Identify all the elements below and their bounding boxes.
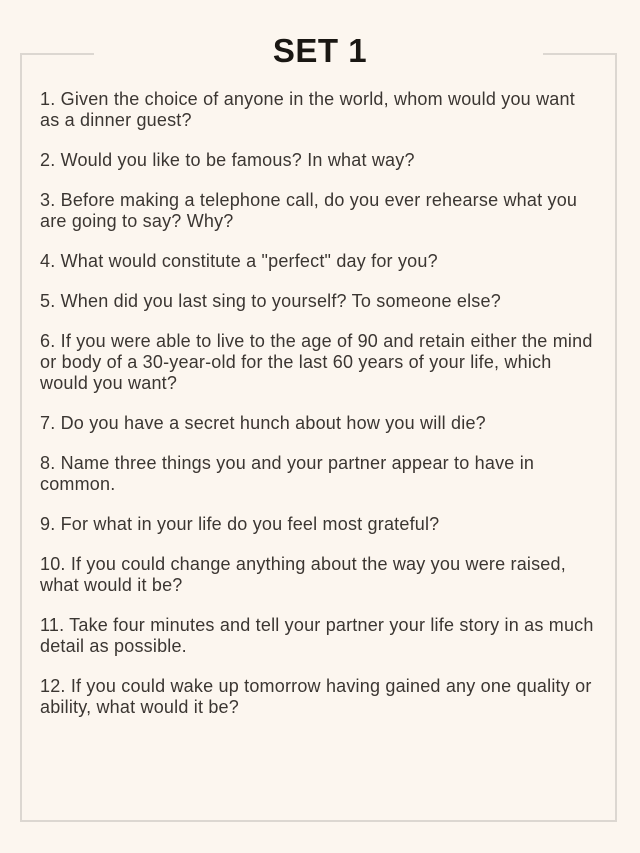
- question-list: [22, 53, 615, 820]
- question-item: 4. What would constitute a "perfect" day for you?: [40, 251, 438, 271]
- decorative-frame: [20, 53, 617, 822]
- question-item: 10. If you could change anything about the way you were raised, what would it be?: [40, 554, 566, 595]
- question-item: 9. For what in your life do you feel most grateful?: [40, 514, 440, 534]
- question-item: 7. Do you have a secret hunch about how you will die?: [40, 413, 486, 433]
- page-title: SET 1: [272, 32, 368, 69]
- question-item: 3. Before making a telephone call, do you ever rehearse what you are going to say? Why?: [40, 190, 578, 231]
- question-item: 5. When did you last sing to yourself? To someone else?: [40, 291, 501, 311]
- question-item: 12. If you could wake up tomorrow having gained any one quality or ability, what would it be?: [40, 676, 592, 717]
- question-item: 6. If you were able to live to the age of 90 and retain either the mind or body of a 30-year-old for the last 60 years of your life, which would you want?: [40, 331, 593, 393]
- question-item: 11. Take four minutes and tell your partner your life story in as much detail as possible.: [40, 615, 594, 656]
- question-item: 8. Name three things you and your partner appear to have in common.: [40, 453, 535, 494]
- question-item: 1. Given the choice of anyone in the world, whom would you want as a dinner guest?: [40, 89, 575, 130]
- question-item: 2. Would you like to be famous? In what way?: [40, 150, 415, 170]
